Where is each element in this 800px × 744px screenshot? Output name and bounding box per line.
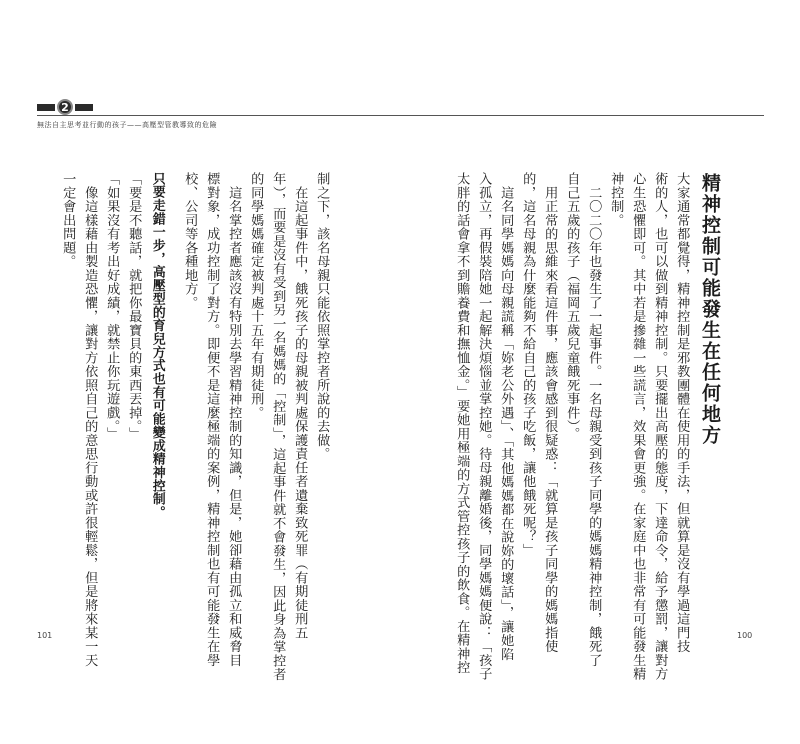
page-number-right: 100 <box>737 631 753 640</box>
emphasis-line: 只要走錯一步，高壓型的育兒方式也有可能變成精神控制。 <box>149 172 165 520</box>
left-line-1: 制之下，該名母親只能依照掌控者所說的去做。 <box>314 172 330 461</box>
section-heading: 精神控制可能發生在任何地方 <box>699 173 721 446</box>
left-line-5: 這名掌控者應該沒有特別去學習精神控制的知識，但是，她卻藉由孤立和威脅目 <box>226 172 242 667</box>
right-line-4: 神控制。 <box>608 172 624 227</box>
right-line-7: 用正常的思維來看這件事，應該會感到很疑惑：「就算是孩子同學的媽媽指使 <box>542 172 558 654</box>
quote-line-1: 「要是不聽話，就把你最寶貝的東西丟掉。」 <box>126 172 142 441</box>
right-line-9: 這名同學媽媽向母親謊稱「妳老公外遇」、「其他媽媽都在說妳的壞話」，讓她陷 <box>498 172 514 661</box>
header-rule <box>37 115 764 116</box>
right-line-11: 太胖的話會拿不到贍養費和撫恤金。」要她用極端的方式管控孩子的飲食。在精神控 <box>454 172 470 675</box>
closing-line-1: 像這樣藉由製造恐懼，讓對方依照自己的意思行動或許很輕鬆，但是將來某一天 <box>82 172 98 667</box>
right-line-8: 的，這名母親為什麼能夠不給自己的孩子吃飯，讓他餓死呢？」 <box>520 172 536 557</box>
left-line-2: 在這起事件中，餓死孩子的母親被判處保護責任者遺棄致死罪（有期徒刑五 <box>292 172 308 640</box>
right-line-1: 大家通常都覺得，精神控制是邪教團體在使用的手法，但就算是沒有學過這門技 <box>674 172 690 654</box>
left-line-4: 的同學媽媽確定被判處十五年有期徒刑。 <box>248 172 264 420</box>
page-number-left: 101 <box>37 631 53 640</box>
right-line-6: 自己五歲的孩子（福岡五歲兒童餓死事件）。 <box>564 172 580 441</box>
left-line-6: 標對象，成功控制了對方。即便不是這麼極端的案例，精神控制也有可能發生在學 <box>204 172 220 667</box>
right-line-5: 二〇二〇年也發生了一起事件。一名母親受到孩子同學的媽媽精神控制，餓死了 <box>586 172 602 667</box>
left-line-3: 年），而要是沒有受到另一名媽媽的「控制」，這起事件就不會發生，因此身為掌控者 <box>270 172 286 682</box>
right-line-2: 術的人，也可以做到精神控制。只要擺出高壓的態度，下達命令，給予懲罰，讓對方 <box>652 172 668 681</box>
chapter-marker <box>37 99 93 115</box>
left-line-7: 校、公司等各種地方。 <box>182 172 198 310</box>
closing-line-2: 一定會出問題。 <box>60 172 76 269</box>
chapter-bar-right <box>75 104 93 111</box>
right-line-3: 心生恐懼即可。其中若是摻雜一些謊言，效果會更強。在家庭中也非常有可能發生精 <box>630 172 646 681</box>
quote-line-2: 「如果沒有考出好成績，就禁止你玩遊戲。」 <box>104 172 120 441</box>
running-head: 無法自主思考並行動的孩子——高壓型管教導致的危險 <box>37 121 217 129</box>
chapter-bar-left <box>37 104 55 111</box>
right-line-10: 入孤立，再假裝陪她一起解決煩惱並掌控她。待母親離婚後，同學媽媽便說：「孩子 <box>476 172 492 681</box>
chapter-number-badge: 2 <box>57 99 73 115</box>
